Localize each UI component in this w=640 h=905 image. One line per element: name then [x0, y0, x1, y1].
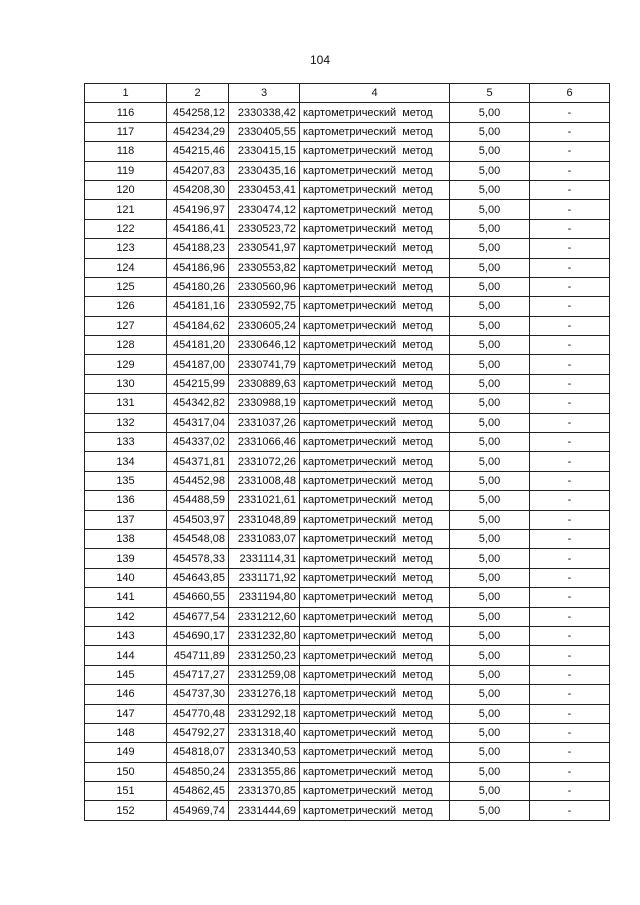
table-cell: 2331340,53 [229, 743, 300, 762]
table-cell: картометрический метод [300, 685, 450, 704]
table-header-row [85, 84, 610, 103]
table-cell: картометрический метод [300, 762, 450, 781]
table-row [85, 685, 610, 704]
column-header: 5 [450, 84, 530, 103]
table-cell: 5,00 [450, 200, 530, 219]
table-cell: 454180,26 [167, 277, 229, 296]
table-row [85, 704, 610, 723]
table-cell: 5,00 [450, 743, 530, 762]
table-cell: картометрический метод [300, 626, 450, 645]
table-cell: 5,00 [450, 297, 530, 316]
table-cell: 5,00 [450, 491, 530, 510]
table-cell: 5,00 [450, 529, 530, 548]
table-cell: 132 [85, 413, 167, 432]
table-cell: 136 [85, 491, 167, 510]
table-cell: 128 [85, 336, 167, 355]
table-row [85, 297, 610, 316]
table-cell: 454186,96 [167, 258, 229, 277]
table-cell: 5,00 [450, 510, 530, 529]
table-cell: 454737,30 [167, 685, 229, 704]
table-row [85, 471, 610, 490]
table-cell: - [530, 142, 610, 161]
table-cell: картометрический метод [300, 239, 450, 258]
table-cell: картометрический метод [300, 549, 450, 568]
table-cell: - [530, 723, 610, 742]
table-row [85, 549, 610, 568]
table-cell: 2330338,42 [229, 103, 300, 122]
table-cell: 454717,27 [167, 665, 229, 684]
table-cell: - [530, 510, 610, 529]
table-cell: 454181,20 [167, 336, 229, 355]
table-cell: - [530, 685, 610, 704]
table-cell: 135 [85, 471, 167, 490]
table-cell: 2331292,18 [229, 704, 300, 723]
table-cell: картометрический метод [300, 297, 450, 316]
table-cell: 2330415,15 [229, 142, 300, 161]
table-cell: - [530, 239, 610, 258]
table-cell: картометрический метод [300, 588, 450, 607]
table-cell: 130 [85, 374, 167, 393]
table-cell: - [530, 549, 610, 568]
table-cell: 2330474,12 [229, 200, 300, 219]
table-row [85, 200, 610, 219]
table-cell: картометрический метод [300, 161, 450, 180]
table-cell: картометрический метод [300, 374, 450, 393]
table-cell: - [530, 433, 610, 452]
table-cell: 5,00 [450, 626, 530, 645]
table-cell: 454969,74 [167, 801, 229, 820]
table-cell: 454258,12 [167, 103, 229, 122]
table-row [85, 626, 610, 645]
table-cell: 5,00 [450, 433, 530, 452]
table-cell: 5,00 [450, 122, 530, 141]
table-cell: 2331072,26 [229, 452, 300, 471]
table-cell: - [530, 471, 610, 490]
table-cell: картометрический метод [300, 801, 450, 820]
table-cell: 2331037,26 [229, 413, 300, 432]
column-header: 2 [167, 84, 229, 103]
table-cell: 454711,89 [167, 646, 229, 665]
table-cell: 454208,30 [167, 180, 229, 199]
table-cell: 2330435,16 [229, 161, 300, 180]
table-cell: 5,00 [450, 316, 530, 335]
table-row [85, 568, 610, 587]
table-cell: 5,00 [450, 239, 530, 258]
table-cell: 141 [85, 588, 167, 607]
table-cell: - [530, 122, 610, 141]
table-cell: - [530, 491, 610, 510]
table-cell: 121 [85, 200, 167, 219]
table-cell: 454234,29 [167, 122, 229, 141]
table-cell: - [530, 646, 610, 665]
table-cell: - [530, 219, 610, 238]
table-cell: 5,00 [450, 219, 530, 238]
table-cell: 2330988,19 [229, 394, 300, 413]
table-cell: 2331259,08 [229, 665, 300, 684]
table-cell: 124 [85, 258, 167, 277]
table-cell: 454548,08 [167, 529, 229, 548]
table-cell: 5,00 [450, 452, 530, 471]
table-cell: 5,00 [450, 704, 530, 723]
table-row [85, 413, 610, 432]
table-cell: картометрический метод [300, 665, 450, 684]
table-cell: 5,00 [450, 685, 530, 704]
table-cell: картометрический метод [300, 142, 450, 161]
table-row [85, 743, 610, 762]
table-cell: 5,00 [450, 394, 530, 413]
table-row [85, 762, 610, 781]
table-cell: 2330523,72 [229, 219, 300, 238]
table-cell: 454818,07 [167, 743, 229, 762]
table-cell: 454660,55 [167, 588, 229, 607]
table-cell: картометрический метод [300, 258, 450, 277]
table-cell: картометрический метод [300, 471, 450, 490]
table-cell: - [530, 336, 610, 355]
table-cell: 5,00 [450, 355, 530, 374]
table-cell: 454207,83 [167, 161, 229, 180]
table-cell: картометрический метод [300, 568, 450, 587]
table-cell: 2331066,46 [229, 433, 300, 452]
table-cell: - [530, 413, 610, 432]
table-cell: - [530, 743, 610, 762]
table-cell: 123 [85, 239, 167, 258]
table-cell: картометрический метод [300, 413, 450, 432]
table-cell: картометрический метод [300, 510, 450, 529]
table-cell: картометрический метод [300, 200, 450, 219]
table-cell: 151 [85, 782, 167, 801]
page-number: 104 [309, 53, 331, 67]
table-cell: 2331194,80 [229, 588, 300, 607]
table-cell: - [530, 394, 610, 413]
table-cell: - [530, 258, 610, 277]
table-cell: 146 [85, 685, 167, 704]
table-cell: 5,00 [450, 277, 530, 296]
table-cell: 2331444,69 [229, 801, 300, 820]
table-cell: - [530, 665, 610, 684]
table-cell: картометрический метод [300, 316, 450, 335]
table-row [85, 122, 610, 141]
table-cell: 454317,04 [167, 413, 229, 432]
table-cell: 5,00 [450, 782, 530, 801]
table-cell: 149 [85, 743, 167, 762]
table-cell: 5,00 [450, 336, 530, 355]
table-cell: 5,00 [450, 471, 530, 490]
table-cell: 2330405,55 [229, 122, 300, 141]
table-cell: 454186,41 [167, 219, 229, 238]
table-cell: 116 [85, 103, 167, 122]
table-cell: 145 [85, 665, 167, 684]
table-cell: 2331318,40 [229, 723, 300, 742]
table-row [85, 219, 610, 238]
table-row [85, 723, 610, 742]
table-cell: 122 [85, 219, 167, 238]
table-cell: - [530, 103, 610, 122]
table-cell: 454452,98 [167, 471, 229, 490]
table-cell: - [530, 607, 610, 626]
table-cell: - [530, 568, 610, 587]
table-cell: 2331355,86 [229, 762, 300, 781]
table-cell: картометрический метод [300, 103, 450, 122]
table-row [85, 336, 610, 355]
table-row [85, 180, 610, 199]
table-cell: 454503,97 [167, 510, 229, 529]
table-row [85, 161, 610, 180]
table-cell: 5,00 [450, 568, 530, 587]
table-cell: 454184,62 [167, 316, 229, 335]
table-cell: - [530, 316, 610, 335]
table-row [85, 394, 610, 413]
table-cell: 454342,82 [167, 394, 229, 413]
table-cell: 454371,81 [167, 452, 229, 471]
table-cell: - [530, 161, 610, 180]
column-header: 4 [300, 84, 450, 103]
table-cell: 2331276,18 [229, 685, 300, 704]
table-row [85, 258, 610, 277]
table-cell: - [530, 704, 610, 723]
table-cell: 2330541,97 [229, 239, 300, 258]
table-cell: - [530, 588, 610, 607]
table-cell: 2330741,79 [229, 355, 300, 374]
table-cell: 150 [85, 762, 167, 781]
table-cell: картометрический метод [300, 336, 450, 355]
table-row [85, 452, 610, 471]
table-cell: 2330592,75 [229, 297, 300, 316]
table-cell: картометрический метод [300, 277, 450, 296]
table-cell: 454181,16 [167, 297, 229, 316]
table-cell: 454643,85 [167, 568, 229, 587]
table-cell: 454215,99 [167, 374, 229, 393]
table-cell: 152 [85, 801, 167, 820]
table-cell: 129 [85, 355, 167, 374]
table-cell: 2330560,96 [229, 277, 300, 296]
table-cell: 454862,45 [167, 782, 229, 801]
table-cell: 5,00 [450, 142, 530, 161]
table-cell: - [530, 200, 610, 219]
coordinates-table [84, 83, 610, 821]
table-row [85, 491, 610, 510]
table-cell: - [530, 801, 610, 820]
table-cell: 5,00 [450, 161, 530, 180]
column-header: 6 [530, 84, 610, 103]
table-row [85, 316, 610, 335]
table-cell: - [530, 626, 610, 645]
table-cell: 2331370,85 [229, 782, 300, 801]
table-row [85, 607, 610, 626]
table-cell: - [530, 452, 610, 471]
table-cell: картометрический метод [300, 180, 450, 199]
table-cell: 138 [85, 529, 167, 548]
table-cell: 5,00 [450, 374, 530, 393]
table-cell: 139 [85, 549, 167, 568]
table-cell: 2331114,31 [229, 549, 300, 568]
table-cell: картометрический метод [300, 433, 450, 452]
table-cell: 127 [85, 316, 167, 335]
table-cell: 2331048,89 [229, 510, 300, 529]
table-cell: 2331250,23 [229, 646, 300, 665]
table-cell: 118 [85, 142, 167, 161]
table-cell: 2331083,07 [229, 529, 300, 548]
table-cell: 454215,46 [167, 142, 229, 161]
table-cell: 454677,54 [167, 607, 229, 626]
table-cell: картометрический метод [300, 394, 450, 413]
table-cell: - [530, 355, 610, 374]
table-cell: 454188,23 [167, 239, 229, 258]
table-cell: картометрический метод [300, 607, 450, 626]
table-row [85, 510, 610, 529]
table-cell: 454196,97 [167, 200, 229, 219]
table-cell: 117 [85, 122, 167, 141]
table-row [85, 142, 610, 161]
table-cell: 147 [85, 704, 167, 723]
table-cell: 454488,59 [167, 491, 229, 510]
table-row [85, 782, 610, 801]
table-cell: 125 [85, 277, 167, 296]
table-cell: 5,00 [450, 103, 530, 122]
table-cell: 143 [85, 626, 167, 645]
table-cell: 2331021,61 [229, 491, 300, 510]
table-cell: 5,00 [450, 549, 530, 568]
table-cell: 5,00 [450, 723, 530, 742]
table-cell: 2330553,82 [229, 258, 300, 277]
table-row [85, 665, 610, 684]
table-cell: картометрический метод [300, 704, 450, 723]
column-header: 3 [229, 84, 300, 103]
table-cell: 5,00 [450, 646, 530, 665]
table-cell: 126 [85, 297, 167, 316]
table-row [85, 277, 610, 296]
table-cell: 120 [85, 180, 167, 199]
table-cell: 5,00 [450, 588, 530, 607]
table-row [85, 529, 610, 548]
table-cell: 454770,48 [167, 704, 229, 723]
column-header: 1 [85, 84, 167, 103]
table-cell: 142 [85, 607, 167, 626]
table-cell: 454337,02 [167, 433, 229, 452]
table-cell: 144 [85, 646, 167, 665]
table-cell: картометрический метод [300, 219, 450, 238]
table-cell: картометрический метод [300, 782, 450, 801]
table-cell: 454792,27 [167, 723, 229, 742]
table-cell: 131 [85, 394, 167, 413]
table-cell: - [530, 374, 610, 393]
table-cell: 5,00 [450, 413, 530, 432]
table-cell: картометрический метод [300, 122, 450, 141]
table-row [85, 103, 610, 122]
table-cell: 2330646,12 [229, 336, 300, 355]
table-row [85, 646, 610, 665]
table-cell: - [530, 529, 610, 548]
table-cell: 454187,00 [167, 355, 229, 374]
table-cell: - [530, 782, 610, 801]
table-cell: 2330889,63 [229, 374, 300, 393]
table-cell: картометрический метод [300, 491, 450, 510]
table-row [85, 239, 610, 258]
table-cell: 5,00 [450, 801, 530, 820]
table-cell: 2330453,41 [229, 180, 300, 199]
table-cell: картометрический метод [300, 723, 450, 742]
table-cell: - [530, 762, 610, 781]
table-cell: 2331171,92 [229, 568, 300, 587]
table-row [85, 433, 610, 452]
table-cell: 148 [85, 723, 167, 742]
table-cell: картометрический метод [300, 646, 450, 665]
table-cell: - [530, 297, 610, 316]
table-cell: 133 [85, 433, 167, 452]
table-cell: картометрический метод [300, 743, 450, 762]
table-cell: 119 [85, 161, 167, 180]
table-row [85, 588, 610, 607]
table-cell: 5,00 [450, 180, 530, 199]
table-cell: - [530, 277, 610, 296]
table-cell: - [530, 180, 610, 199]
table-cell: 2330605,24 [229, 316, 300, 335]
table-cell: 5,00 [450, 665, 530, 684]
table-cell: 140 [85, 568, 167, 587]
table-cell: 2331008,48 [229, 471, 300, 490]
table-cell: 454690,17 [167, 626, 229, 645]
table-cell: 134 [85, 452, 167, 471]
table-row [85, 374, 610, 393]
table-cell: 2331232,80 [229, 626, 300, 645]
table-cell: картометрический метод [300, 452, 450, 471]
table-cell: 5,00 [450, 607, 530, 626]
table-cell: 137 [85, 510, 167, 529]
table-row [85, 801, 610, 820]
table-cell: 2331212,60 [229, 607, 300, 626]
table-cell: 5,00 [450, 258, 530, 277]
table-cell: картометрический метод [300, 529, 450, 548]
table-cell: картометрический метод [300, 355, 450, 374]
table-cell: 5,00 [450, 762, 530, 781]
table-cell: 454578,33 [167, 549, 229, 568]
table-row [85, 355, 610, 374]
table-cell: 454850,24 [167, 762, 229, 781]
table-body [85, 103, 610, 820]
